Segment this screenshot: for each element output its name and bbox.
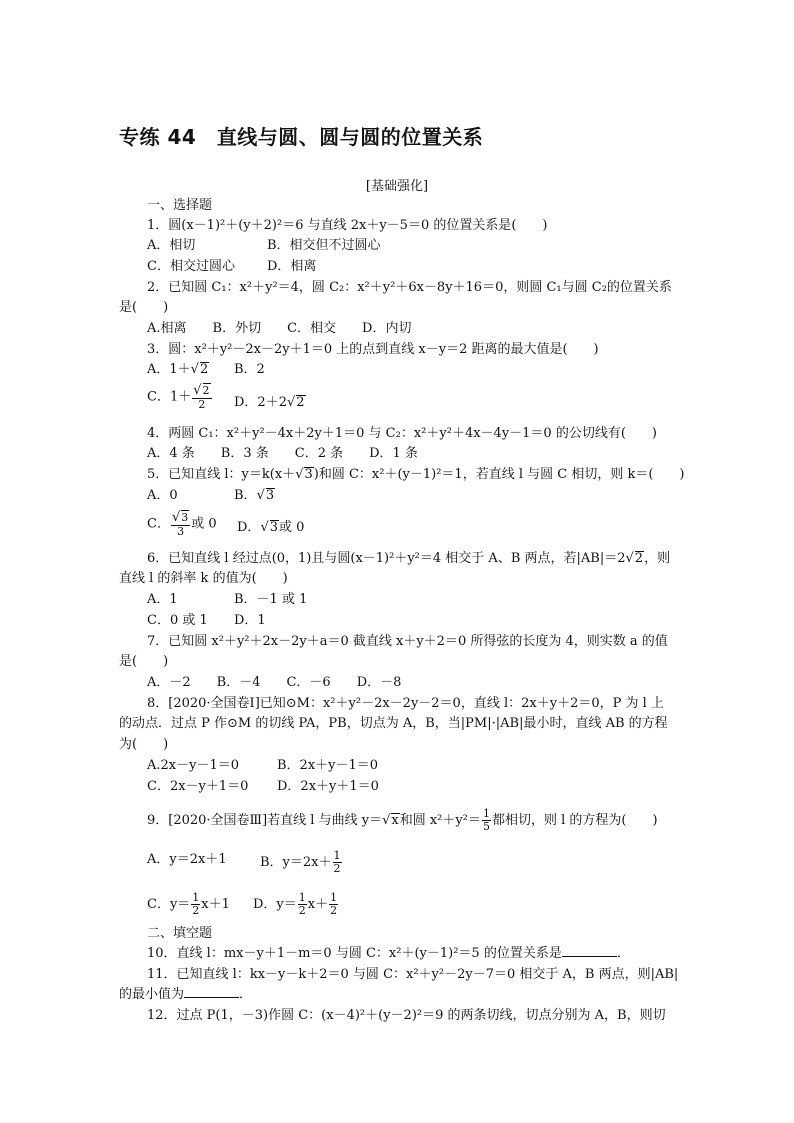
q3-option-d-prefix: D．2＋2	[234, 395, 287, 410]
part-heading-fill: 二、填空题	[147, 926, 213, 941]
question-11-stem: 11．已知直线 l：kx－y－k＋2＝0 与圆 C：x²＋y²－2y－7＝0 相交于 A，B 两点，则|AB|	[147, 967, 679, 982]
sqrt-sign: √	[256, 488, 265, 503]
q3-option-b: B．2	[234, 362, 265, 377]
q9-option-d-fraction-2	[329, 892, 338, 917]
q5-option-b-radicand: 3	[265, 488, 275, 503]
question-2-stem-cont: 是( )	[119, 300, 169, 315]
sqrt-sign: √	[382, 813, 391, 828]
q6-option-b: B．－1 或 1	[234, 592, 308, 607]
q1-option-b: B．相交但不过圆心	[267, 238, 381, 253]
fraction-numerator	[171, 510, 190, 526]
q9-option-b	[260, 850, 343, 875]
part-heading-choice: 一、选择题	[147, 198, 213, 213]
q9-option-d	[253, 892, 339, 917]
question-11-stem-cont	[119, 985, 252, 1005]
sqrt-sign: √	[193, 383, 202, 398]
q1-option-c: C．相交过圆心	[147, 259, 235, 274]
q9-option-b-fraction	[333, 850, 342, 875]
q5-option-c-suffix: 或 0	[191, 516, 217, 532]
q9-stem-middle: 和圆 x²＋y²＝	[399, 813, 481, 828]
question-8-stem-cont1: 的动点．过点 P 作⊙M 的切线 PA，PB，切点为 A，B，当|PM|·|AB|最小时，直线 AB 的方程	[119, 716, 668, 731]
q3-option-d	[234, 393, 306, 413]
q9-option-c-suffix: x＋1	[201, 897, 230, 912]
question-8-stem-cont2: 为( )	[119, 737, 169, 752]
q10-stem-text: 10．直线 l：mx－y＋1－m＝0 与圆 C：x²＋(y－1)²＝5 的位置关系是	[147, 946, 562, 961]
q8-option-a: A.2x－y－1＝0	[147, 758, 240, 773]
q9-stem-prefix: 9．[2020·全国卷Ⅲ]若直线 l 与曲线 y＝	[147, 813, 383, 828]
sqrt-sign: √	[625, 551, 634, 566]
fraction-numerator: 1	[330, 891, 338, 904]
fraction-denominator: 2	[198, 398, 206, 411]
q1-option-d: D．相离	[267, 259, 317, 274]
q11-stem-text: 的最小值为	[119, 987, 185, 1002]
q5-option-a: A．0	[147, 488, 178, 503]
q9-option-d-middle: x＋	[307, 897, 329, 912]
page-title: 专练 44 直线与圆、圆与圆的位置关系	[119, 125, 484, 149]
q9-option-d-fraction	[298, 892, 307, 917]
q5-option-b-prefix: B．	[234, 488, 257, 503]
fraction-denominator: 3	[177, 525, 185, 538]
q4-options: A．4 条 B．3 条 C．2 条 D．1 条	[147, 446, 418, 461]
question-4-stem: 4．两圆 C₁：x²＋y²－4x＋2y＋1＝0 与 C₂：x²＋y²＋4x－4y－1＝0 的公切线有( )	[147, 426, 657, 441]
q3-option-a-radicand: 2	[199, 362, 209, 377]
fraction-numerator: 1	[333, 849, 341, 862]
q9-option-c-prefix: C．y＝	[147, 897, 191, 912]
q5-option-c	[147, 510, 217, 538]
q3-option-c-fraction	[192, 383, 211, 411]
q9-option-d-prefix: D．y＝	[253, 897, 297, 912]
q9-stem-radicand: x	[391, 813, 399, 828]
q8-option-c: C．2x－y＋1＝0	[147, 779, 249, 794]
q9-stem-fraction	[482, 808, 491, 833]
fraction-numerator: 1	[192, 891, 200, 904]
q6-option-d: D．1	[234, 613, 266, 628]
q5-option-d-prefix: D．	[237, 520, 261, 535]
fraction-numerator	[192, 383, 211, 399]
fraction-numerator: 1	[482, 807, 490, 820]
q5-option-c-prefix: C．	[147, 516, 170, 532]
question-3-stem: 3．圆：x²＋y²－2x－2y＋1＝0 上的点到直线 x－y＝2 距离的最大值是( )	[147, 342, 599, 357]
q6-stem-prefix: 6．已知直线 l 经过点(0，1)且与圆(x－1)²＋y²＝4 相交于 A、B 两点，若|AB|＝2	[147, 551, 626, 566]
question-2-stem: 2．已知圆 C₁：x²＋y²＝4，圆 C₂：x²＋y²＋6x－8y＋16＝0，则圆 C₁与圆 C₂的位置关系	[147, 280, 672, 295]
sqrt-sign: √	[295, 467, 304, 482]
section-label: [基础强化]	[365, 179, 429, 194]
fraction-denominator: 2	[330, 904, 338, 917]
question-12-stem: 12．过点 P(1，－3)作圆 C：(x－4)²＋(y－2)²＝9 的两条切线，切点分别为 A，B，则切	[147, 1008, 666, 1023]
q5-option-d	[237, 518, 304, 538]
q9-stem-suffix: 都相切，则 l 的方程为( )	[491, 813, 658, 828]
q3-option-c	[147, 383, 213, 411]
q8-option-b: B．2x＋y－1＝0	[277, 758, 379, 773]
q3-option-c-prefix: C．1＋	[147, 389, 192, 405]
q5-option-c-radicand: 3	[181, 511, 189, 524]
sqrt-sign: √	[260, 520, 269, 535]
q6-stem-suffix: ，则	[644, 551, 671, 566]
question-6-stem	[147, 549, 670, 569]
q5-option-c-fraction	[171, 510, 190, 538]
q3-option-a	[147, 360, 209, 380]
q9-option-b-prefix: B．y＝2x＋	[260, 855, 332, 870]
question-1-stem: 1．圆(x－1)²＋(y＋2)²＝6 与直线 2x＋y－5＝0 的位置关系是( )	[147, 218, 548, 233]
question-7-stem-cont: 是( )	[119, 654, 169, 669]
fraction-denominator: 2	[298, 904, 306, 917]
question-7-stem: 7．已知圆 x²＋y²＋2x－2y＋a＝0 截直线 x＋y＋2＝0 所得弦的长度为 4，则实数 a 的值	[147, 634, 668, 649]
fraction-denominator: 2	[192, 904, 200, 917]
sqrt-sign: √	[190, 362, 199, 377]
question-9-stem	[147, 808, 658, 833]
q5-option-b	[234, 486, 275, 506]
q11-stem-end: ．	[239, 987, 253, 1002]
fraction-numerator: 1	[298, 891, 306, 904]
q5-stem-suffix: )和圆 C：x²＋(y－1)²＝1，若直线 l 与圆 C 相切，则 k＝( )	[313, 467, 685, 482]
q6-option-a: A．1	[147, 592, 178, 607]
q5-option-d-suffix: 或 0	[279, 520, 305, 535]
q6-stem-radicand: 2	[634, 551, 644, 566]
q3-option-d-radicand: 2	[296, 395, 305, 410]
sqrt-sign: √	[286, 395, 296, 410]
sqrt-sign: √	[171, 510, 181, 525]
question-8-stem: 8．[2020·全国卷Ⅰ]已知⊙M：x²＋y²－2x－2y－2＝0，直线 l：2x＋y＋2＝0，P 为 l 上	[147, 696, 664, 711]
fraction-denominator: 5	[482, 820, 490, 833]
q2-options: A.相离 B．外切 C．相交 D．内切	[147, 321, 412, 336]
question-5-stem	[147, 465, 685, 485]
answer-blank[interactable]	[562, 944, 617, 957]
q5-stem-radicand: 3	[304, 467, 313, 482]
q5-stem-prefix: 5．已知直线 l：y＝k(x＋	[147, 467, 296, 482]
q3-option-a-prefix: A．1＋	[147, 362, 191, 377]
q7-options: A．－2 B．－4 C．－6 D．－8	[147, 675, 402, 690]
q8-option-d: D．2x＋y＋1＝0	[277, 779, 379, 794]
q10-stem-end: ．	[616, 946, 630, 961]
answer-blank[interactable]	[184, 985, 239, 998]
q6-option-c: C．0 或 1	[147, 613, 208, 628]
q1-option-a: A．相切	[147, 238, 196, 253]
q9-option-a: A．y＝2x＋1	[147, 852, 227, 867]
q9-option-c-fraction	[191, 892, 200, 917]
q5-option-d-radicand: 3	[269, 520, 279, 535]
q3-option-c-radicand: 2	[202, 384, 210, 397]
question-6-stem-cont: 直线 l 的斜率 k 的值为( )	[119, 571, 288, 586]
q9-option-c	[147, 892, 230, 917]
question-10-stem	[147, 944, 630, 964]
fraction-denominator: 2	[333, 862, 341, 875]
